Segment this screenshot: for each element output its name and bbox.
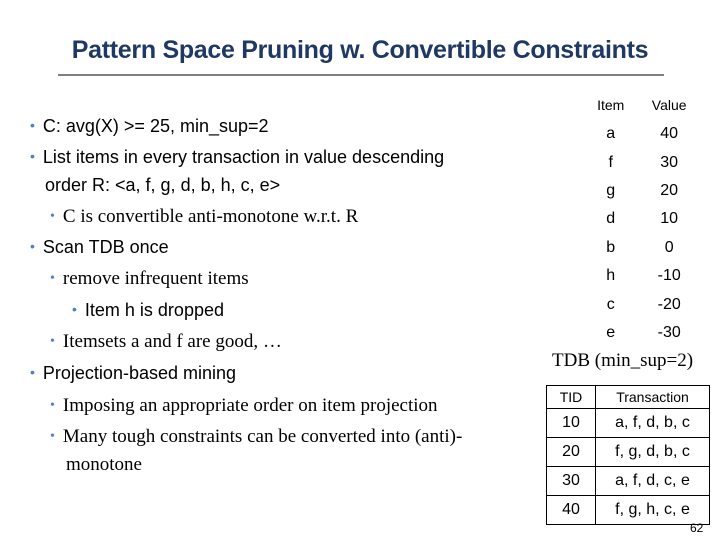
value-cell: 40	[660, 125, 679, 143]
value-cell: -10	[657, 267, 681, 285]
bullet-text: Many tough constraints can be converted into (anti)-	[62, 426, 463, 447]
transaction-cell: f, g, d, b, c	[596, 438, 710, 467]
sub-bullet-imposing-order	[50, 395, 438, 417]
item-cell: a	[606, 125, 616, 143]
bullet-text: order R: <a, f, g, d, b, h, c, e>	[45, 175, 281, 195]
bullet-text: Projection-based mining	[42, 363, 237, 383]
table-header-row	[547, 386, 710, 409]
title-divider	[58, 74, 664, 76]
bullet-text: monotone	[66, 454, 142, 475]
bullet-text: Itemsets a and f are good, …	[62, 331, 282, 352]
bullet-dot-icon: •	[72, 301, 77, 317]
item-cell: h	[606, 267, 616, 285]
sub-bullet-convertible	[50, 206, 358, 228]
bullet-dot-icon: •	[30, 117, 35, 133]
bullet-projection-mining	[30, 363, 236, 384]
bullet-constraint	[30, 116, 269, 137]
value-cell: 20	[660, 181, 679, 199]
item-cell: b	[606, 238, 616, 256]
column-header: Item	[597, 97, 625, 113]
value-cell: 0	[664, 238, 674, 256]
bullet-dot-icon: •	[50, 429, 55, 444]
tid-cell: 10	[547, 409, 596, 438]
transaction-cell: a, f, d, b, c	[596, 409, 710, 438]
bullet-dot-icon: •	[50, 398, 55, 413]
item-cell: c	[606, 295, 615, 313]
table-row	[547, 467, 710, 496]
tid-cell: 20	[547, 438, 596, 467]
table-row	[585, 148, 702, 176]
item-value-table	[585, 90, 702, 347]
bullet-text: List items in every transaction in value descending	[42, 147, 445, 167]
sub-sub-bullet-h-dropped	[72, 300, 224, 321]
table-row	[547, 438, 710, 467]
value-cell: 10	[660, 210, 679, 228]
bullet-text: Item h is dropped	[84, 300, 224, 320]
item-cell: f	[608, 153, 613, 171]
table-row	[585, 205, 702, 233]
bullet-text: remove infrequent items	[62, 268, 249, 289]
table-row	[585, 262, 702, 290]
table-row	[585, 234, 702, 262]
bullet-list-items	[30, 147, 444, 168]
bullet-dot-icon: •	[30, 148, 35, 164]
sub-bullet-continuation	[66, 454, 142, 476]
transaction-cell: f, g, h, c, e	[596, 496, 710, 525]
sub-bullet-remove-infrequent	[50, 268, 249, 290]
bullet-text: Scan TDB once	[42, 237, 169, 257]
table-row	[585, 177, 702, 205]
column-header: Value	[651, 97, 687, 113]
column-header: TID	[547, 386, 596, 409]
tid-cell: 30	[547, 467, 596, 496]
tid-cell: 40	[547, 496, 596, 525]
column-header: Transaction	[596, 386, 710, 409]
value-cell: 30	[660, 153, 679, 171]
sub-bullet-tough-constraints	[50, 426, 462, 448]
table-header-row	[585, 90, 702, 120]
item-cell: e	[606, 323, 616, 341]
bullet-dot-icon: •	[50, 334, 55, 349]
table-row	[547, 496, 710, 525]
slide-title: Pattern Space Pruning w. Convertible Constraints	[71, 36, 649, 64]
value-cell: -30	[657, 323, 681, 341]
transaction-cell: a, f, d, c, e	[596, 467, 710, 496]
bullet-dot-icon: •	[50, 209, 55, 224]
table-row	[585, 120, 702, 148]
bullet-order-continuation	[45, 175, 280, 196]
bullet-scan-tdb	[30, 237, 169, 258]
table-row	[585, 319, 702, 347]
item-cell: d	[606, 210, 616, 228]
bullet-text: C: avg(X) >= 25, min_sup=2	[42, 116, 269, 136]
bullet-dot-icon: •	[50, 271, 55, 286]
bullet-dot-icon: •	[30, 238, 35, 254]
value-cell: -20	[657, 295, 681, 313]
sub-bullet-itemsets-good	[50, 331, 282, 353]
bullet-dot-icon: •	[30, 364, 35, 380]
table-row	[585, 290, 702, 318]
bullet-text: C is convertible anti-monotone w.r.t. R	[62, 206, 359, 227]
bullet-text: Imposing an appropriate order on item projection	[62, 395, 438, 416]
tdb-caption: TDB (min_sup=2)	[552, 350, 694, 371]
tdb-table	[546, 385, 710, 525]
table-row	[547, 409, 710, 438]
item-cell: g	[606, 181, 616, 199]
slide-number: 62	[690, 521, 704, 535]
